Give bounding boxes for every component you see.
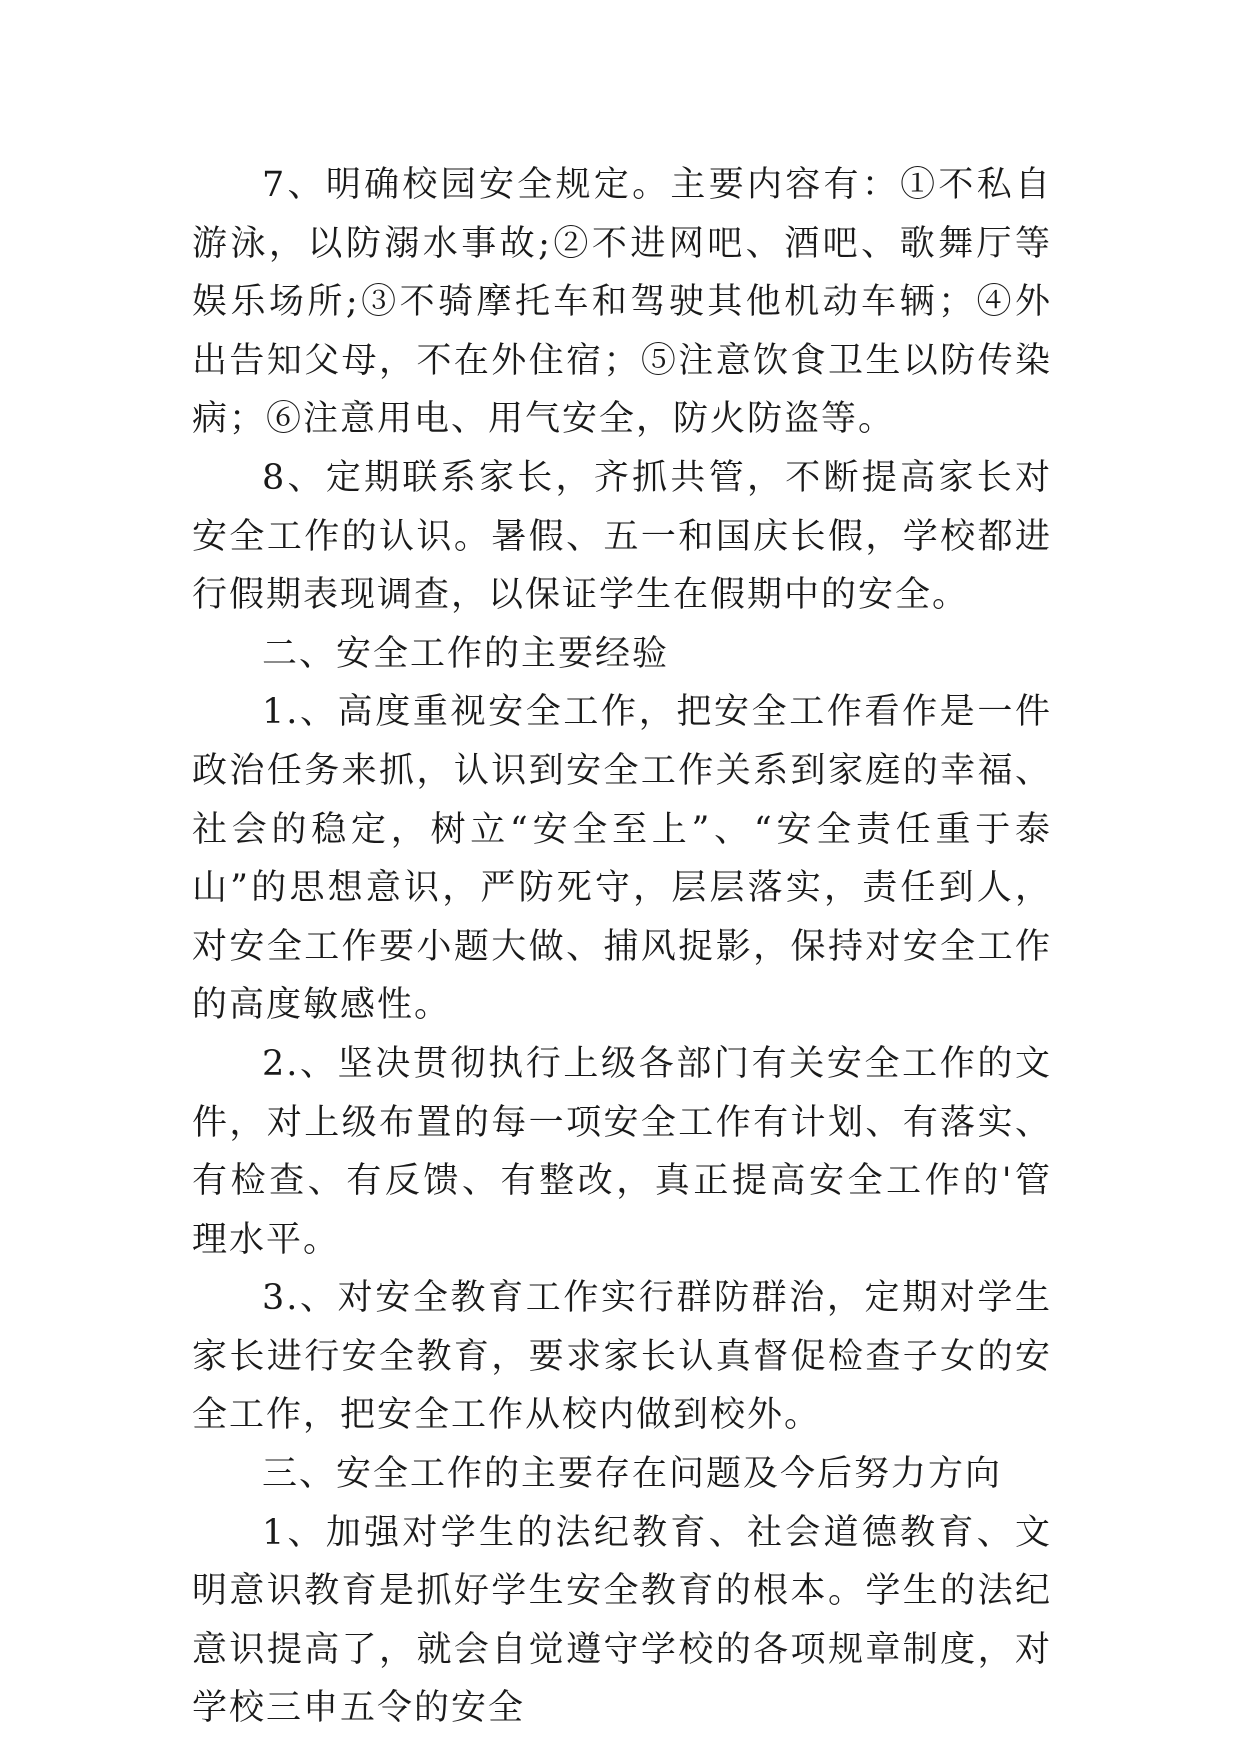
section-heading-problems: 三、安全工作的主要存在问题及今后努力方向 — [262, 1454, 1003, 1495]
paragraph-problems-1: 1、加强对学生的法纪教育、社会道德教育、文明意识教育是抓好学生安全教育的根本。学生的法纪意识提高了，就会自觉遵守学校的各项规章制度，对学校三申五令的安全 — [192, 1512, 1052, 1729]
paragraph-experience-2: 2.、坚决贯彻执行上级各部门有关安全工作的文件，对上级布置的每一项安全工作有计划、有落实、有检查、有反馈、有整改，真正提高安全工作的'管理水平。 — [192, 1043, 1052, 1260]
paragraph-rule-7: 7、明确校园安全规定。主要内容有：①不私自游泳，以防溺水事故;②不进网吧、酒吧、歌舞厅等娱乐场所;③不骑摩托车和驾驶其他机动车辆；④外出告知父母，不在外住宿；⑤注意饮食卫生以防传染病；⑥注意用电、用气安全，防火防盗等。 — [192, 165, 1052, 440]
document-body — [192, 156, 1052, 1738]
section-heading-experience: 二、安全工作的主要经验 — [262, 633, 670, 674]
paragraph-experience-1: 1.、高度重视安全工作，把安全工作看作是一件政治任务来抓，认识到安全工作关系到家庭的幸福、社会的稳定，树立“安全至上”、“安全责任重于泰山”的思想意识，严防死守，层层落实，责任到人，对安全工作要小题大做、捕风捉影，保持对安全工作的高度敏感性。 — [192, 692, 1052, 1026]
paragraph-experience-3: 3.、对安全教育工作实行群防群治，定期对学生家长进行安全教育，要求家长认真督促检查子女的安全工作，把安全工作从校内做到校外。 — [192, 1278, 1052, 1436]
paragraph-rule-8: 8、定期联系家长，齐抓共管，不断提高家长对安全工作的认识。暑假、五一和国庆长假，学校都进行假期表现调查，以保证学生在假期中的安全。 — [192, 457, 1052, 616]
